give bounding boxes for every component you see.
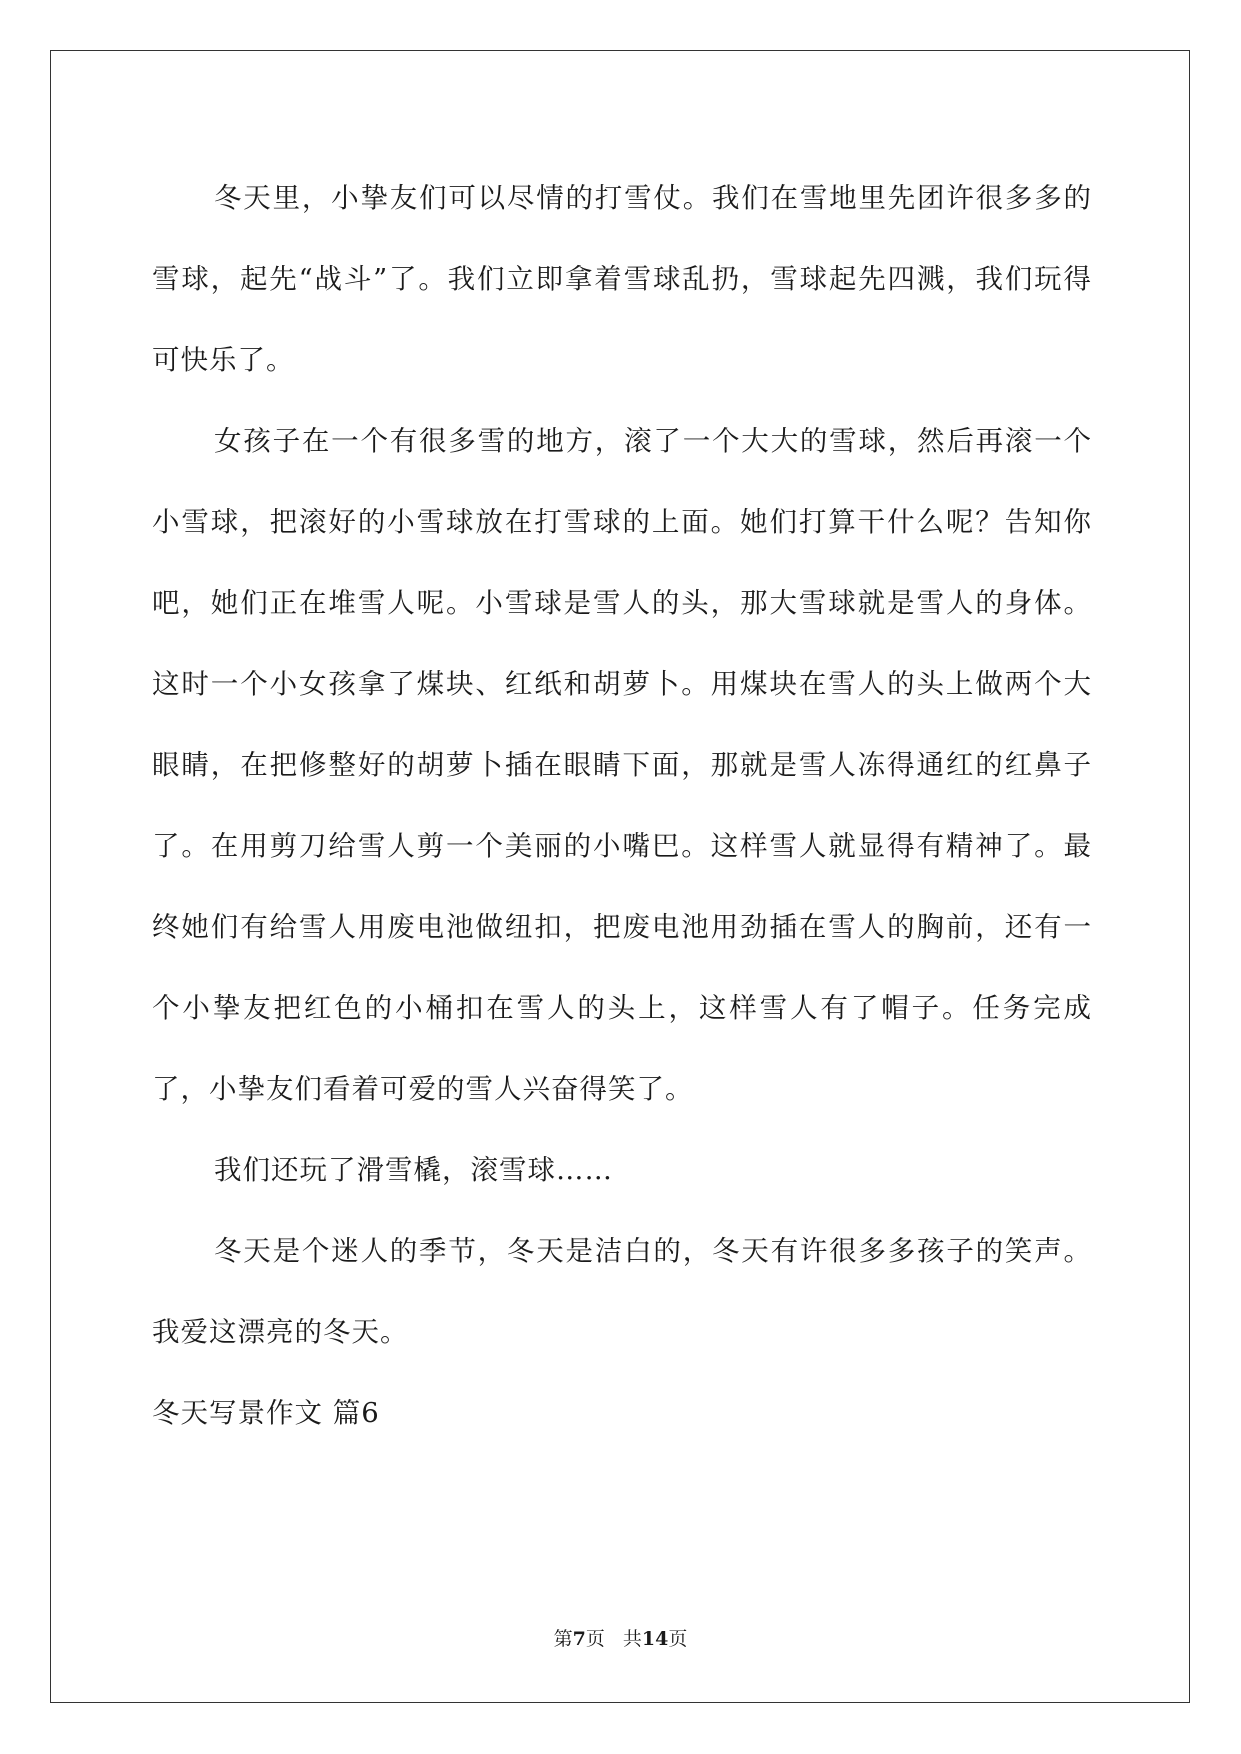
- paragraph-snowball-fight: 冬天里，小挚友们可以尽情的打雪仗。我们在雪地里先团许很多多的雪球，起先“战斗”了。我们立即拿着雪球乱扔，雪球起先四溅，我们玩得可快乐了。: [152, 182, 1092, 376]
- paragraph-conclusion: 冬天是个迷人的季节，冬天是洁白的，冬天有许很多多孩子的笑声。我爱这漂亮的冬天。: [152, 1235, 1092, 1348]
- footer-current-page: 7: [572, 1628, 586, 1650]
- footer-total-pages: 14: [641, 1628, 669, 1650]
- footer-total-prefix: 共: [622, 1628, 642, 1650]
- page-footer: [0, 1624, 1241, 1651]
- footer-page-word: 页: [585, 1628, 605, 1650]
- document-body: [152, 158, 1092, 1454]
- footer-total-suffix: 页: [668, 1628, 688, 1650]
- paragraph-sledding: 我们还玩了滑雪橇，滚雪球……: [214, 1154, 613, 1186]
- footer-prefix: 第: [553, 1628, 573, 1650]
- paragraph-snowman: 女孩子在一个有很多雪的地方，滚了一个大大的雪球，然后再滚一个小雪球，把滚好的小雪球放在打雪球的上面。她们打算干什么呢？告知你吧，她们正在堆雪人呢。小雪球是雪人的头，那大雪球就是雪人的身体。这时一个小女孩拿了煤块、红纸和胡萝卜。用煤块在雪人的头上做两个大眼睛，在把修整好的胡萝卜插在眼睛下面，那就是雪人冻得通红的红鼻子了。在用剪刀给雪人剪一个美丽的小嘴巴。这样雪人就显得有精神了。最终她们有给雪人用废电池做纽扣，把废电池用劲插在雪人的胸前，还有一个小挚友把红色的小桶扣在雪人的头上，这样雪人有了帽子。任务完成了，小挚友们看着可爱的雪人兴奋得笑了。: [152, 425, 1092, 1105]
- section-heading: 冬天写景作文 篇6: [152, 1397, 380, 1429]
